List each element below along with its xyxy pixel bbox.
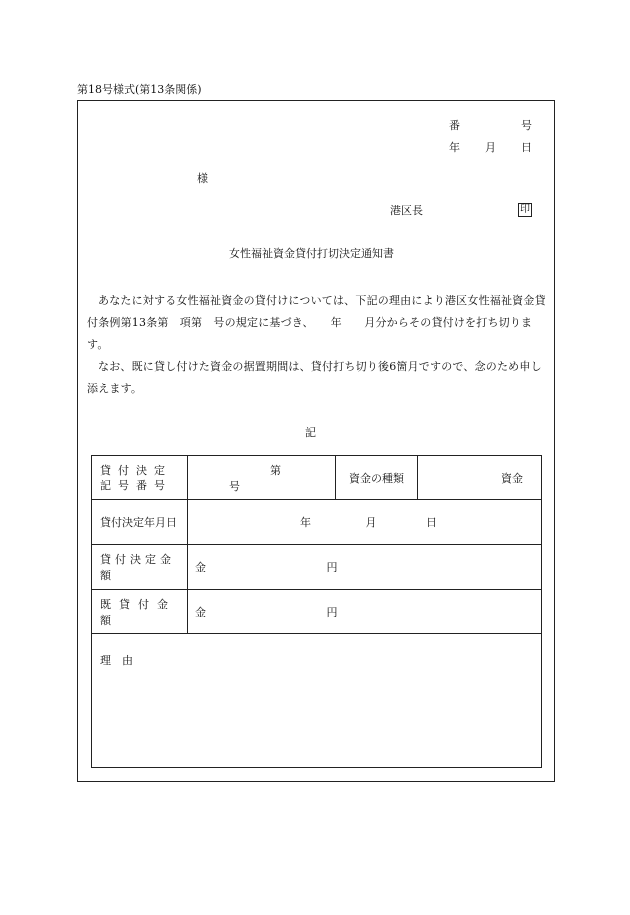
- lent-amount-label-cell: [92, 590, 188, 634]
- number-label-ban: 番: [449, 119, 460, 132]
- lent-amount-en: 円: [326, 605, 338, 619]
- decision-month: 月: [365, 516, 377, 529]
- lent-amount-kin: 金: [195, 605, 206, 619]
- document-title: 女性福祉資金貸付打切決定通知書: [229, 247, 394, 260]
- loan-amount-label: 貸付決定金額: [100, 553, 175, 582]
- reason-label: 理 由: [100, 654, 133, 667]
- number-label-go: 号: [521, 119, 532, 132]
- loan-amount-label-cell: [92, 545, 188, 590]
- recipient-honorific: 様: [197, 172, 208, 185]
- date-year-label: 年: [449, 141, 460, 154]
- fund-type-value-cell: [418, 456, 542, 500]
- table-row: [92, 500, 542, 545]
- loan-number-dai: 第: [270, 463, 281, 477]
- ki-label: 記: [305, 426, 316, 439]
- body-paragraph-2: なお、既に貸し付けた資金の据置期間は、貸付打ち切り後6箇月ですので、念のため申し添えます。: [87, 360, 542, 395]
- loan-number-label-line2: 記号番号: [100, 478, 172, 492]
- decision-day: 日: [426, 516, 437, 529]
- seal-text: 印: [520, 204, 530, 215]
- table-row: [92, 634, 542, 768]
- loan-amount-kin: 金: [195, 561, 206, 574]
- body-paragraph-1: あなたに対する女性福祉資金の貸付けについては、下記の理由により港区女性福祉資金貸付条例第13条第 項第 号の規定に基づき、 年 月分からその貸付けを打ち切ります。: [87, 294, 546, 351]
- loan-number-value-cell: [188, 456, 336, 500]
- date-month-label: 月: [485, 141, 496, 154]
- issuer-title: 港区長: [390, 204, 423, 217]
- reason-cell: [92, 634, 542, 768]
- date-day-label: 日: [521, 141, 532, 154]
- table-row: [92, 456, 542, 500]
- lent-amount-value-cell: [188, 590, 542, 634]
- loan-number-label-line1: 貸付決定: [100, 463, 172, 477]
- loan-amount-en: 円: [326, 561, 338, 574]
- loan-decision-date-value-cell: [188, 500, 542, 545]
- form-number-header: 第18号様式(第13条関係): [77, 83, 202, 96]
- fund-type-label-cell: [336, 456, 418, 500]
- loan-decision-date-label-cell: [92, 500, 188, 545]
- table-row: [92, 590, 542, 634]
- seal-mark: [518, 203, 532, 217]
- table-row: [92, 545, 542, 590]
- loan-detail-table: [91, 455, 542, 768]
- loan-number-label-cell: [92, 456, 188, 500]
- loan-amount-value-cell: [188, 545, 542, 590]
- fund-suffix: 資金: [501, 471, 523, 485]
- loan-number-go: 号: [229, 479, 240, 493]
- decision-year: 年: [300, 516, 311, 529]
- loan-decision-date-label: 貸付決定年月日: [100, 516, 177, 529]
- lent-amount-label: 既貸付金額: [100, 597, 176, 627]
- fund-type-label: 資金の種類: [349, 471, 404, 485]
